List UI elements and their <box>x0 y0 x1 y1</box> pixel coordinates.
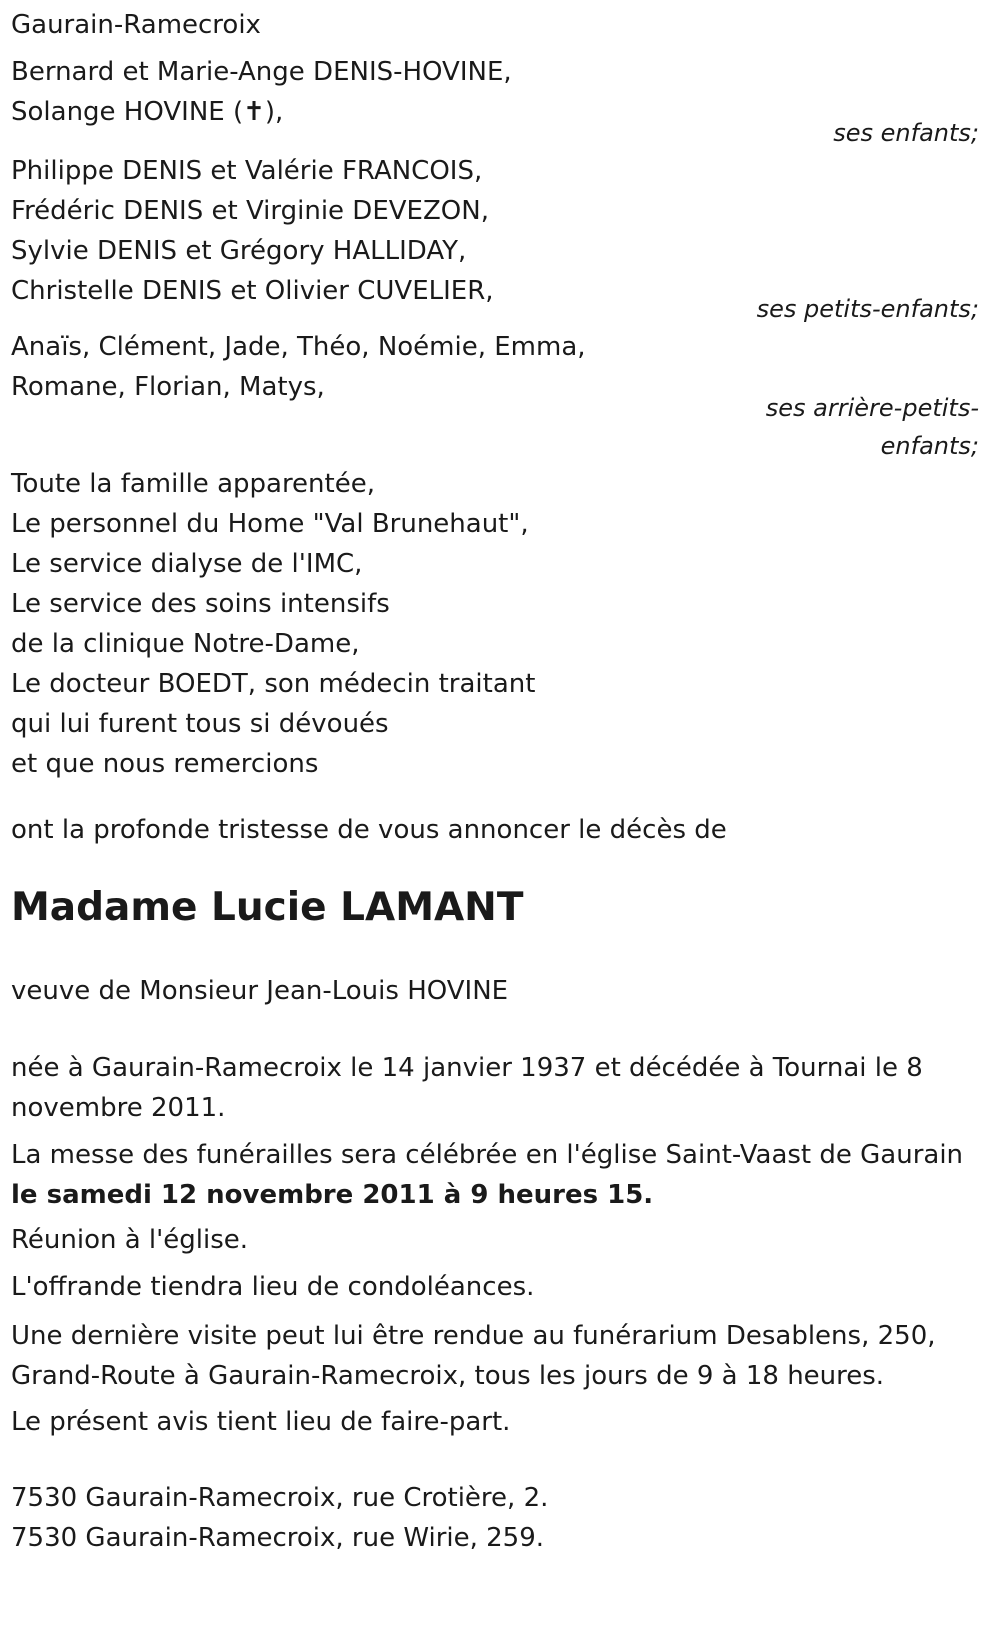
children-line: Solange HOVINE (✝), <box>11 97 284 127</box>
visit-block <box>11 1316 993 1396</box>
birth-death-block <box>11 1048 971 1128</box>
notice-block <box>11 1402 993 1442</box>
offering: L'offrande tiendra lieu de condoléances. <box>11 1272 535 1302</box>
visit-line: Grand-Route à Gaurain-Ramecroix, tous les jours de 9 à 18 heures. <box>11 1361 885 1391</box>
addresses-block <box>11 1478 993 1558</box>
meeting-block <box>11 1220 993 1260</box>
meeting: Réunion à l'église. <box>11 1225 249 1255</box>
visit-line: Une dernière visite peut lui être rendue au funérarium Desablens, 250, <box>11 1321 936 1351</box>
deceased-name: Madame Lucie LAMANT <box>11 885 524 930</box>
others-line: Le service dialyse de l'IMC, <box>11 549 363 579</box>
widow-of: veuve de Monsieur Jean-Louis HOVINE <box>11 976 509 1006</box>
grandchildren-line: Christelle DENIS et Olivier CUVELIER, <box>11 276 494 306</box>
great-grandchildren-line: Romane, Florian, Matys, <box>11 372 325 402</box>
grandchildren-line: Sylvie DENIS et Grégory HALLIDAY, <box>11 236 467 266</box>
location-header: Gaurain-Ramecroix <box>11 10 261 40</box>
others-line: Toute la famille apparentée, <box>11 469 375 499</box>
others-line: de la clinique Notre-Dame, <box>11 629 360 659</box>
great-grandchildren-role-2: enfants; <box>880 432 979 460</box>
others-line: Le docteur BOEDT, son médecin traitant <box>11 669 536 699</box>
deceased-block <box>11 878 993 938</box>
grandchildren-block <box>11 151 993 311</box>
funeral-block <box>11 1135 993 1215</box>
funeral-date: le samedi 12 novembre 2011 à 9 heures 15. <box>11 1180 654 1210</box>
location-header-block <box>11 5 993 45</box>
great-grandchildren-line: Anaïs, Clément, Jade, Théo, Noémie, Emma, <box>11 332 586 362</box>
grandchildren-line: Frédéric DENIS et Virginie DEVEZON, <box>11 196 489 226</box>
others-line: Le personnel du Home "Val Brunehaut", <box>11 509 529 539</box>
children-role: ses enfants; <box>833 119 979 147</box>
funeral-mass: La messe des funérailles sera célébrée en l'église Saint-Vaast de Gaurain <box>11 1140 964 1170</box>
others-line: Le service des soins intensifs <box>11 589 390 619</box>
others-line: et que nous remercions <box>11 749 319 779</box>
address-line: 7530 Gaurain-Ramecroix, rue Wirie, 259. <box>11 1523 545 1553</box>
announcement: ont la profonde tristesse de vous annoncer le décès de <box>11 815 727 845</box>
others-block <box>11 464 993 784</box>
great-grandchildren-role-1: ses arrière-petits- <box>765 394 979 422</box>
grandchildren-line: Philippe DENIS et Valérie FRANCOIS, <box>11 156 483 186</box>
address-line: 7530 Gaurain-Ramecroix, rue Crotière, 2. <box>11 1483 549 1513</box>
children-line: Bernard et Marie-Ange DENIS-HOVINE, <box>11 57 512 87</box>
announcement-block <box>11 810 993 850</box>
widow-block <box>11 971 993 1011</box>
others-line: qui lui furent tous si dévoués <box>11 709 389 739</box>
birth-death: née à Gaurain-Ramecroix le 14 janvier 1937 et décédée à Tournai le 8 novembre 2011. <box>11 1053 923 1123</box>
offering-block <box>11 1267 993 1307</box>
grandchildren-role: ses petits-enfants; <box>756 295 979 323</box>
notice: Le présent avis tient lieu de faire-part. <box>11 1407 511 1437</box>
